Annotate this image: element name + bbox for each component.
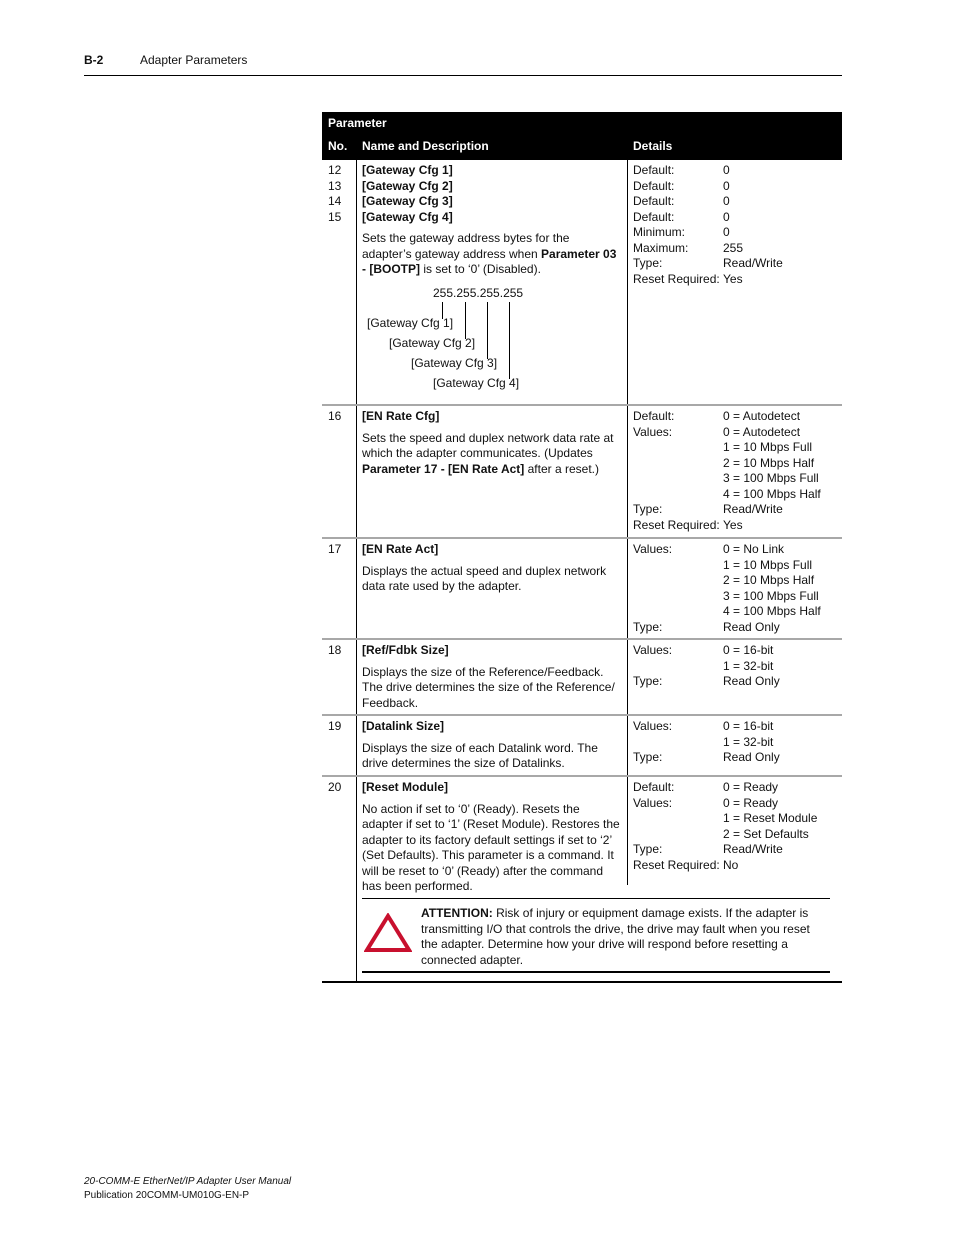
param-name-description: [Reset Module] No action if set to ‘0’ (Ready). Resets the adapter if set to ‘1’ (Reset Module). Restores the adapter to its factory default settings if set to ‘2’ (Set Defaults). This parameter is a command. It will be reset to ‘0’ (Ready) after the command has been performed. [362,780,620,893]
param-numbers: 18 [328,643,342,657]
param-details: Values: 0 = No Link 1 = 10 Mbps Full 2 = 10 Mbps Half 3 = 100 Mbps Full 4 = 100 Mbps Half Type: Read Only [633,542,821,634]
param-name-description: [EN Rate Cfg] Sets the speed and duplex network data rate at which the adapter communicates. (Updates Parameter 17 - [EN Rate Act] after a reset.) [362,409,614,476]
page-header-title: Adapter Parameters [140,53,248,67]
column-header-details: Details [633,139,673,153]
param-numbers: 12 13 14 15 [328,163,342,224]
footer-publication: Publication 20COMM-UM010G-EN-P [84,1190,250,1201]
param-numbers: 16 [328,409,342,423]
table-row [322,406,842,539]
table-row [322,160,842,406]
attention-box [362,898,830,973]
diagram-label: [Gateway Cfg 4] [433,376,520,390]
gateway-address-diagram [362,286,582,396]
param-numbers: 17 [328,542,342,556]
table-row [322,640,842,716]
param-numbers: 20 [328,780,342,794]
param-numbers: 19 [328,719,342,733]
param-name-description: [Gateway Cfg 1] [Gateway Cfg 2] [Gateway Cfg 3] [Gateway Cfg 4] Sets the gateway address bytes for the adapter’s gateway address when Parameter 03 - [BOOTP] is set to ‘0’ (Disabled). [362,163,617,276]
param-name-description: [EN Rate Act] Displays the actual speed and duplex network data rate used by the adapter. [362,542,607,593]
page-header-number: B-2 [84,53,104,67]
diagram-label: [Gateway Cfg 3] [411,356,498,370]
parameter-table [322,112,842,983]
param-details: Default: 0 = Autodetect Values: 0 = Autodetect 1 = 10 Mbps Full 2 = 10 Mbps Half 3 = 100 Mbps Full 4 = 100 Mbps Half Type: Read/Write Reset Required: Yes [633,409,821,532]
header-rule [84,75,842,76]
column-header-name: Name and Description [362,139,489,153]
table-bottom-rule [322,981,842,983]
diagram-ip-address: 255.255.255.255 [433,286,524,300]
column-header-no: No. [328,139,348,153]
table-caption: Parameter [328,116,387,130]
param-details: Default: 0 Default: 0 Default: 0 Default: 0 Minimum: 0 Maximum: 255 Type: Read/Write Reset Required: Yes [633,163,783,286]
diagram-label: [Gateway Cfg 2] [389,336,476,350]
table-row [322,777,842,983]
attention-text: ATTENTION: Risk of injury or equipment damage exists. If the adapter is transmitting I/O that controls the drive, the drive may fault when you reset the adapter. Determine how your drive will respond before resetting a connected adapter. [421,906,810,967]
param-name-description: [Ref/Fdbk Size] Displays the size of the Reference/Feedback. The drive determines the size of the Reference/ Feedback. [362,643,615,710]
table-row [322,539,842,640]
table-header [322,112,842,160]
table-row [322,716,842,777]
diagram-label: [Gateway Cfg 1] [367,316,454,330]
warning-triangle-icon [364,913,412,953]
footer-manual-title: 20-COMM-E EtherNet/IP Adapter User Manual [84,1176,292,1187]
param-details: Default: 0 = Ready Values: 0 = Ready 1 = Reset Module 2 = Set Defaults Type: Read/Write Reset Required: No [633,780,818,872]
param-details: Values: 0 = 16-bit 1 = 32-bit Type: Read Only [633,719,780,764]
param-name-description: [Datalink Size] Displays the size of each Datalink word. The drive determines the size of Datalinks. [362,719,598,770]
param-details: Values: 0 = 16-bit 1 = 32-bit Type: Read Only [633,643,780,688]
